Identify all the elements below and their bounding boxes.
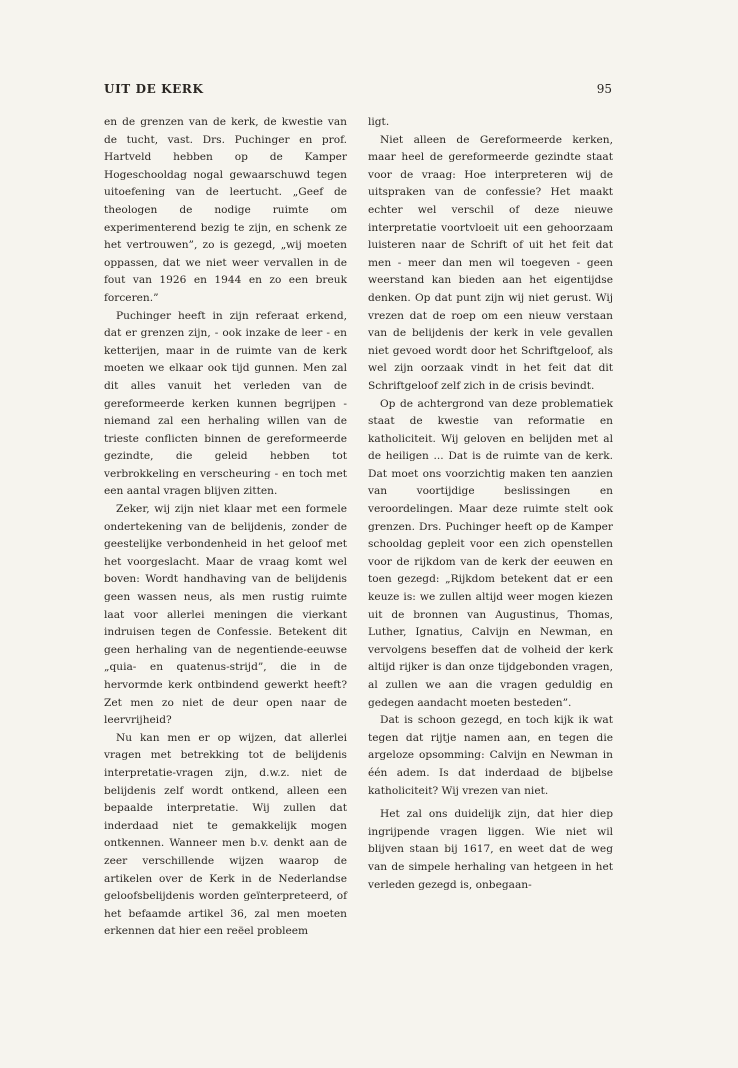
right-column	[368, 114, 613, 894]
paragraph: Op de achtergrond van deze problematiek staat de kwestie van reformatie en katholiciteit. Wij geloven en belijden met al de heiligen ... Dat is de ruimte van de kerk. Dat moet ons voorzichtig maken ten aanzien van voortijdige beslissingen en veroordelingen. Maar deze ruimte stelt ook grenzen. Drs. Puchinger heeft op de Kamper schooldag gepleit voor een zich openstellen voor de rijkdom van de kerk der eeuwen en toen gezegd: „Rijkdom betekent dat er een keuze is: we zullen altijd weer mogen kiezen uit de bronnen van Augustinus, Thomas, Luther, Ignatius, Calvijn en Newman, en vervolgens beseffen dat de volheid der kerk altijd rijker is dan onze tijdgebonden vragen, al zullen we aan die vragen geduldig en gedegen aandacht moeten besteden”.	[368, 397, 613, 709]
paragraph: Niet alleen de Gereformeerde kerken, maar heel de gereformeerde gezindte staat voor de vraag: Hoe interpreteren wij de uitspraken van de confessie? Het maakt echter wel verschil of deze nieuwe interpretatie voortvloeit uit een gehoorzaam luisteren naar de Schrift of uit het feit dat men - meer dan men wil toegeven - geen weerstand kan bieden aan het eigentijdse denken. Op dat punt zijn wij niet gerust. Wij vrezen dat de roep om een nieuw verstaan van de belijdenis der kerk in vele gevallen niet gevoed wordt door het Schriftgeloof, als wel zijn oorzaak vindt in het feit dat dit Schriftgeloof zelf zich in de crisis bevindt.	[368, 133, 613, 392]
paragraph: Zeker, wij zijn niet klaar met een formele ondertekening van de belijdenis, zonder de geestelijke verbondenheid in het geloof met het voorgeslacht. Maar de vraag komt wel boven: Wordt handhaving van de belijdenis geen wassen neus, als men rustig ruimte laat voor allerlei meningen die vierkant indruisen tegen de Confessie. Betekent dit geen herhaling van de negentiende-eeuwse „quia- en quatenus-strijd”, die in de hervormde kerk ontbindend gewerkt heeft? Zet men zo niet de deur open naar de leervrijheid?	[104, 503, 347, 727]
running-title: UIT DE KERK	[104, 82, 204, 96]
page-number: 95	[596, 82, 612, 96]
paragraph: en de grenzen van de kerk, de kwestie van de tucht, vast. Drs. Puchinger en prof. Hartveld hebben op de Kamper Hogeschooldag nogal gewaarschuwd tegen uitoefening van de leertucht. „Geef de theologen de nodige ruimte om experimenterend bezig te zijn, en schenk ze het vertrouwen”, zo is gezegd, „wij moeten oppassen, dat we niet weer vervallen in de fout van 1926 en 1944 en zo een breuk forceren.”	[104, 116, 347, 304]
paragraph: Dat is schoon gezegd, en toch kijk ik wat tegen dat rijtje namen aan, en tegen die argeloze opsomming: Calvijn en Newman in één adem. Is dat inderdaad de bijbelse katholiciteit? Wij vrezen van niet.	[368, 714, 613, 797]
paragraph: Nu kan men er op wijzen, dat allerlei vragen met betrekking tot de belijdenis interpretatie-vragen zijn, d.w.z. niet de belijdenis zelf wordt ontkend, alleen een bepaalde interpretatie. Wij zullen dat inderdaad niet te gemakkelijk mogen ontkennen. Wanneer men b.v. denkt aan de zeer verschillende wijzen waarop de artikelen over de Kerk in de Nederlandse geloofsbelijdenis worden geïnterpreteerd, of het befaamde artikel 36, zal men moeten erkennen dat hier een reëel probleem	[104, 731, 347, 938]
left-column	[104, 114, 347, 941]
paragraph: Het zal ons duidelijk zijn, dat hier diep ingrijpende vragen liggen. Wie niet wil blijven staan bij 1617, en weet dat de weg van de simpele herhaling van hetgeen in het verleden gezegd is, onbegaan-	[368, 808, 613, 891]
paragraph: ligt.	[368, 116, 390, 128]
paragraph: Puchinger heeft in zijn referaat erkend, dat er grenzen zijn, - ook inzake de leer - en ketterijen, maar in de ruimte van de kerk moeten we elkaar ook tijd gunnen. Men zal dit alles vanuit het verleden van de gereformeerde kerken kunnen begrijpen - niemand zal een herhaling willen van de trieste conflicten binnen de gereformeerde gezindte, die geleid hebben tot verbrokkeling en verscheuring - en toch met een aantal vragen blijven zitten.	[104, 309, 347, 498]
page-header	[104, 82, 612, 102]
